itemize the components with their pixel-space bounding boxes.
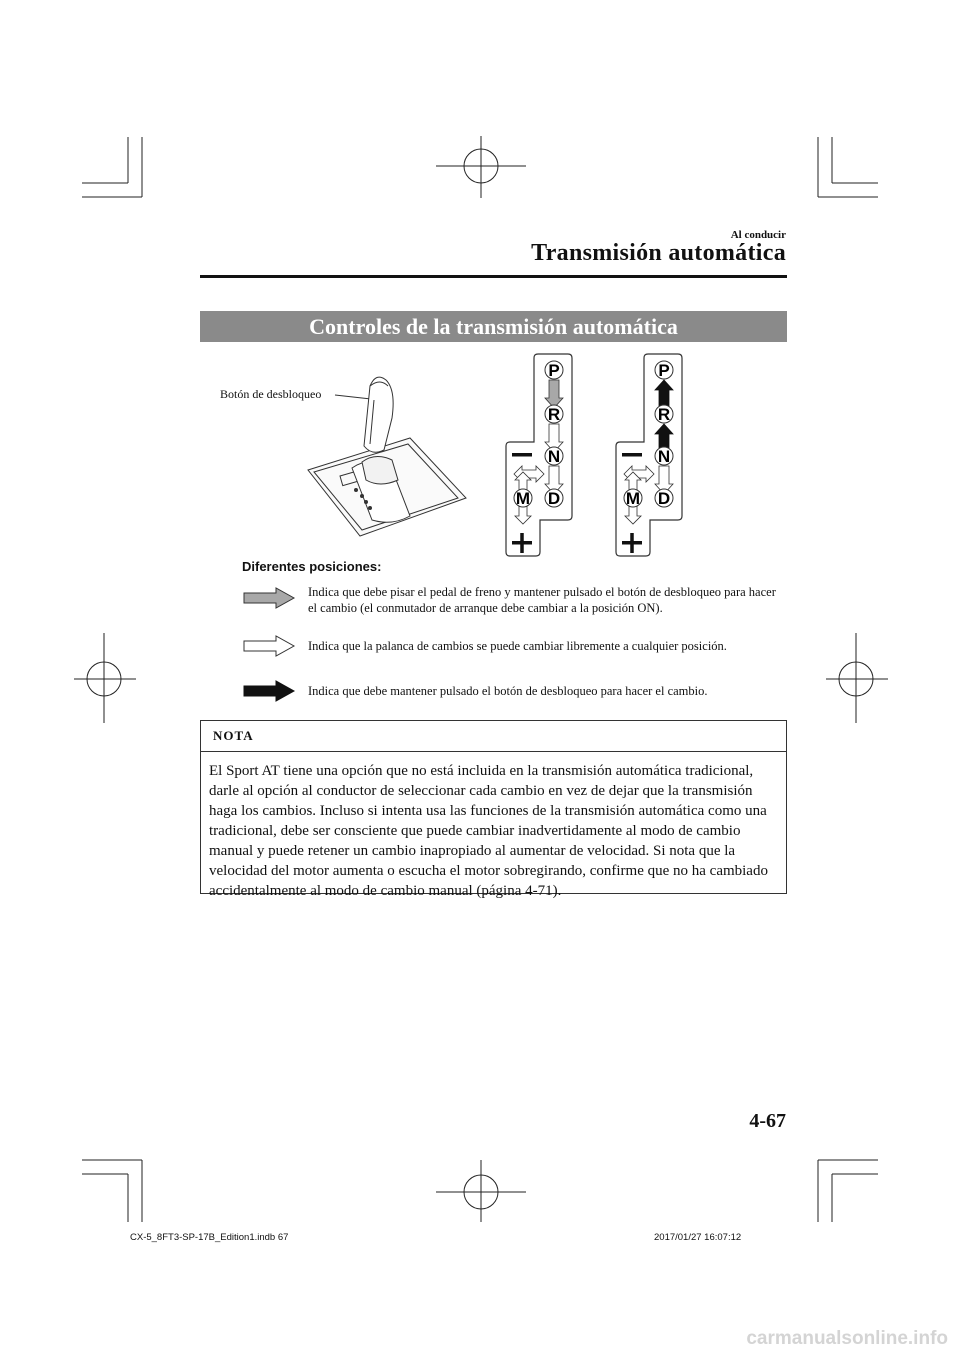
note-divider xyxy=(201,751,786,752)
legend-heading: Diferentes posiciones: xyxy=(242,559,382,574)
shift-position-d: D xyxy=(657,489,671,508)
unlock-button-callout: Botón de desbloqueo xyxy=(220,387,322,401)
legend-item-black: Indica que debe mantener pulsado el botón de desbloqueo para hacer el cambio. xyxy=(308,684,708,698)
shift-position-d: D xyxy=(547,489,561,508)
note-title: NOTA xyxy=(213,728,254,743)
gray-arrow-icon xyxy=(242,587,296,609)
page-number: 4-67 xyxy=(749,1110,786,1132)
minus-icon xyxy=(512,453,532,457)
black-arrow-icon xyxy=(242,680,296,702)
section-banner: Controles de la transmisión automática xyxy=(200,311,787,342)
white-arrow-icon xyxy=(242,635,296,657)
shift-position-p: P xyxy=(658,361,670,380)
watermark: carmanualsonline.info xyxy=(746,1328,948,1349)
shift-position-m: M xyxy=(515,489,531,508)
shift-gate-diagram-1 xyxy=(500,352,580,557)
shift-position-n: N xyxy=(547,447,561,466)
note-box xyxy=(200,720,787,899)
shift-position-r: R xyxy=(657,405,671,424)
legend-item-white: Indica que la palanca de cambios se puede cambiar libremente a cualquier posición. xyxy=(308,639,727,653)
note-body: El Sport AT tiene una opción que no está incluida en la transmisión automática tradicional, darle al opción al conductor de seleccionar cada cambio en vez de dejar que la transmisión haga los cambios. Incluso si intenta usa las funciones de la transmisión automática como una tradicional, debe ser consciente que puede cambiar inadvertidamente al modo de cambio manual y puede retener un cambio inapropiado al aumentar de velocidad. Si nota que la velocidad del motor aumenta o escucha el motor sobregirando, confirme que no ha cambiado accidentalmente al modo de cambio manual (página 4-71). xyxy=(209,763,768,899)
minus-icon xyxy=(622,453,642,457)
legend-item-gray: Indica que debe pisar el pedal de freno y mantener pulsado el botón de desbloqueo para hacer el cambio (el conmutador de arranque debe cambiar a la posición ON). xyxy=(308,585,776,615)
shift-position-m: M xyxy=(625,489,641,508)
footer-timestamp: 2017/01/27 16:07:12 xyxy=(654,1232,742,1243)
footer-file: CX-5_8FT3-SP-17B_Edition1.indb 67 xyxy=(130,1232,289,1243)
shift-position-r: R xyxy=(547,405,561,424)
shift-gate-diagram-2 xyxy=(610,352,690,557)
chapter-title: Transmisión automática xyxy=(531,240,786,266)
header-rule xyxy=(200,275,787,278)
shift-position-p: P xyxy=(548,361,560,380)
shift-position-n: N xyxy=(657,447,671,466)
section-label: Al conducir xyxy=(730,229,786,241)
shift-lever-illustration xyxy=(300,360,470,550)
